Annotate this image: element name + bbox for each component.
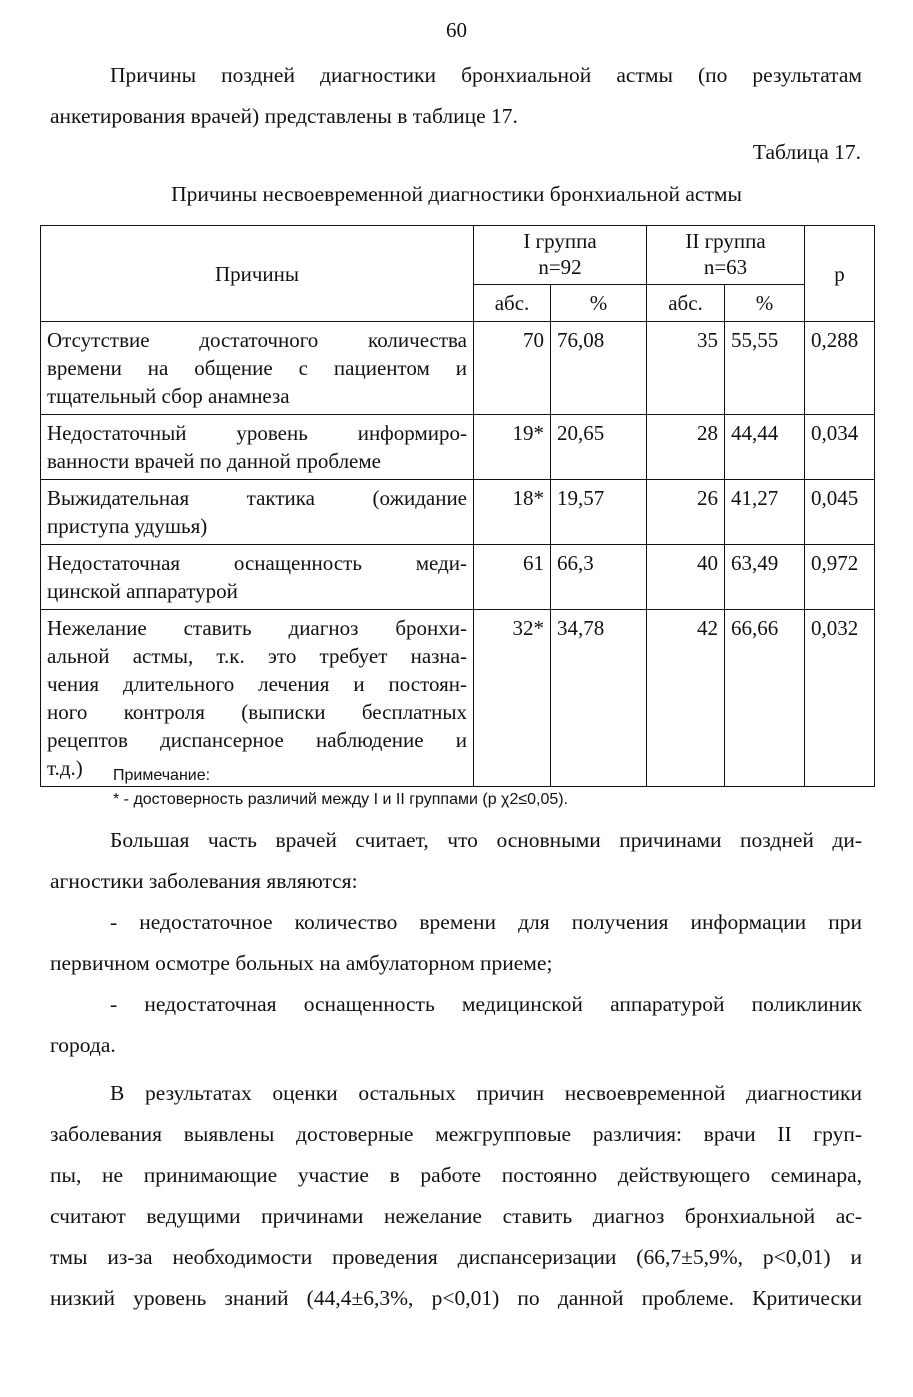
g1-abs-cell: 61 bbox=[474, 545, 551, 610]
text-line: Большая часть врачей считает, что основными причинами поздней ди- bbox=[110, 828, 862, 852]
header-p: p bbox=[805, 226, 875, 322]
text-line: анкетирования врачей) представлены в таблице 17. bbox=[50, 104, 518, 128]
cause-line: Выжидательная тактика (ожидание bbox=[47, 486, 467, 510]
g1-pct-cell: 19,57 bbox=[551, 480, 647, 545]
g2-pct-cell: 55,55 bbox=[725, 322, 805, 415]
g1-pct-cell: 20,65 bbox=[551, 415, 647, 480]
header-g2-abs: абс. bbox=[647, 285, 725, 322]
header-causes: Причины bbox=[41, 226, 474, 322]
table-row bbox=[41, 415, 875, 480]
cause-line: тщательный сбор анамнеза bbox=[47, 384, 290, 408]
g1-abs-cell: 18* bbox=[474, 480, 551, 545]
g2-pct-cell: 44,44 bbox=[725, 415, 805, 480]
header-g1-abs: абс. bbox=[474, 285, 551, 322]
body-paragraph-4 bbox=[50, 1073, 862, 1319]
text-line: первичном осмотре больных на амбулаторном приеме; bbox=[50, 951, 553, 975]
p-cell: 0,032 bbox=[805, 610, 875, 787]
p-cell: 0,972 bbox=[805, 545, 875, 610]
g2-abs-cell: 35 bbox=[647, 322, 725, 415]
g2-abs-cell: 42 bbox=[647, 610, 725, 787]
cause-line: ного контроля (выписки бесплатных bbox=[47, 700, 467, 724]
table-row bbox=[41, 322, 875, 415]
note-title: Примечание: bbox=[113, 767, 211, 784]
text-line: - недостаточная оснащенность медицинской аппаратурой поликлиник bbox=[110, 992, 862, 1016]
text-line: - недостаточное количество времени для получения информации при bbox=[110, 910, 862, 934]
g2-pct-cell: 66,66 bbox=[725, 610, 805, 787]
note-text: * - достоверность различий между I и II группами (p χ2≤0,05). bbox=[113, 791, 569, 808]
cause-line: чения длительного лечения и постоян- bbox=[47, 672, 467, 696]
text-line: Причины поздней диагностики бронхиальной астмы (по результатам bbox=[110, 63, 862, 87]
header-group1 bbox=[474, 226, 647, 285]
cause-line: ванности врачей по данной проблеме bbox=[47, 449, 381, 473]
header-g1-pct: % bbox=[551, 285, 647, 322]
text-line: низкий уровень знаний (44,4±6,3%, p<0,01) по данной проблеме. Критически bbox=[50, 1286, 862, 1310]
table-label: Таблица 17. bbox=[752, 140, 861, 164]
cause-line: цинской аппаратурой bbox=[47, 579, 238, 603]
g2-abs-cell: 26 bbox=[647, 480, 725, 545]
cause-cell bbox=[41, 545, 474, 610]
g1-pct-cell: 34,78 bbox=[551, 610, 647, 787]
body-paragraph-2 bbox=[50, 902, 862, 984]
table-row bbox=[41, 480, 875, 545]
page-number: 60 bbox=[446, 18, 467, 42]
text-line: тмы из-за необходимости проведения диспансеризации (66,7±5,9%, p<0,01) и bbox=[50, 1245, 862, 1269]
g1-abs-cell: 19* bbox=[474, 415, 551, 480]
header-group2-title: II группа bbox=[685, 229, 766, 253]
header-g2-pct: % bbox=[725, 285, 805, 322]
text-line: заболевания выявлены достоверные межгрупповые различия: врачи II груп- bbox=[50, 1122, 862, 1146]
header-group1-n: n=92 bbox=[538, 255, 582, 279]
cause-line: приступа удушья) bbox=[47, 514, 208, 538]
g2-pct-cell: 63,49 bbox=[725, 545, 805, 610]
text-line: пы, не принимающие участие в работе постоянно действующего семинара, bbox=[50, 1163, 862, 1187]
body-paragraph-3 bbox=[50, 984, 862, 1066]
cause-line: рецептов диспансерное наблюдение и bbox=[47, 728, 467, 752]
g1-abs-cell: 32* bbox=[474, 610, 551, 787]
cause-line: Недостаточный уровень информиро- bbox=[47, 421, 467, 445]
cause-line: т.д.) bbox=[47, 756, 83, 780]
header-group2 bbox=[647, 226, 805, 285]
text-line: В результатах оценки остальных причин несвоевременной диагностики bbox=[110, 1081, 862, 1105]
table-row bbox=[41, 610, 875, 787]
header-group2-n: n=63 bbox=[703, 255, 748, 279]
body-paragraph-1 bbox=[50, 820, 862, 902]
cause-line: времени на общение с пациентом и bbox=[47, 356, 467, 380]
cause-line: Отсутствие достаточного количества bbox=[47, 328, 467, 352]
g1-abs-cell: 70 bbox=[474, 322, 551, 415]
cause-cell bbox=[41, 610, 474, 787]
cause-cell bbox=[41, 415, 474, 480]
g1-pct-cell: 66,3 bbox=[551, 545, 647, 610]
p-cell: 0,288 bbox=[805, 322, 875, 415]
cause-line: альной астмы, т.к. это требует назна- bbox=[47, 644, 467, 668]
table-title: Причины несвоевременной диагностики бронхиальной астмы bbox=[171, 182, 742, 206]
g1-pct-cell: 76,08 bbox=[551, 322, 647, 415]
text-line: города. bbox=[50, 1033, 116, 1057]
text-line: агностики заболевания являются: bbox=[50, 869, 358, 893]
cause-cell bbox=[41, 480, 474, 545]
g2-abs-cell: 28 bbox=[647, 415, 725, 480]
intro-paragraph bbox=[50, 55, 862, 137]
header-group1-title: I группа bbox=[523, 229, 597, 253]
table-row bbox=[41, 545, 875, 610]
text-line: считают ведущими причинами нежелание ставить диагноз бронхиальной ас- bbox=[50, 1204, 862, 1228]
p-cell: 0,045 bbox=[805, 480, 875, 545]
cause-line: Недостаточная оснащенность меди- bbox=[47, 551, 467, 575]
cause-line: Нежелание ставить диагноз бронхи- bbox=[47, 616, 467, 640]
causes-table bbox=[40, 225, 875, 787]
p-cell: 0,034 bbox=[805, 415, 875, 480]
g2-pct-cell: 41,27 bbox=[725, 480, 805, 545]
cause-cell bbox=[41, 322, 474, 415]
g2-abs-cell: 40 bbox=[647, 545, 725, 610]
